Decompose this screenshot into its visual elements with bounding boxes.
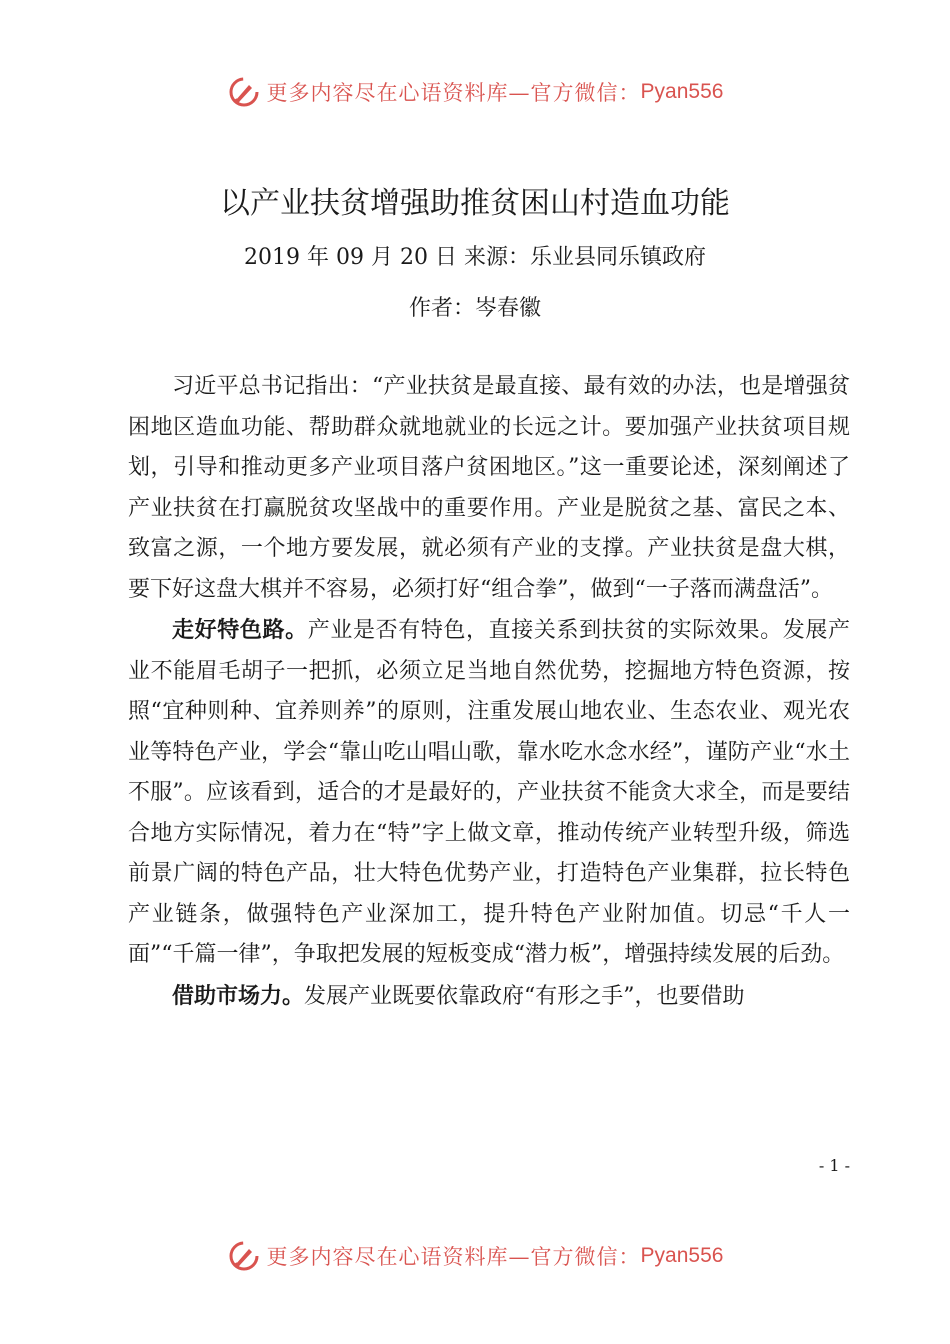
watermark-wechat-id: Pyan556 <box>640 80 724 103</box>
brush-logo-icon <box>227 75 261 109</box>
watermark-text: 更多内容尽在心语资料库—官方微信： <box>266 81 641 105</box>
watermark-footer <box>0 1236 950 1276</box>
page-number: - 1 - <box>818 1156 850 1175</box>
paragraph-1-text: 习近平总书记指出：“产业扶贫是最直接、最有效的办法，也是增强贫困地区造血功能、帮助群众就地就业的长远之计。要加强产业扶贫项目规划，引导和推动更多产业项目落户贫困地区。”这一重要论述，深刻阐述了产业扶贫在打赢脱贫攻坚战中的重要作用。产业是脱贫之基、富民之本、致富之源，一个地方要发展，就必须有产业的支撑。产业扶贫是盘大棋，要下好这盘大棋并不容易，必须打好“组合拳”，做到“一子落而满盘活”。 <box>128 374 850 602</box>
watermark-wechat-id: Pyan556 <box>640 1244 724 1267</box>
paragraph-3 <box>128 976 850 1018</box>
paragraph-1 <box>128 367 850 610</box>
paragraph-3-heading: 借助市场力。 <box>172 982 305 1008</box>
article-date-source: 2019 年 09 月 20 日 来源：乐业县同乐镇政府 <box>244 245 706 270</box>
paragraph-2-text: 产业是否有特色，直接关系到扶贫的实际效果。发展产业不能眉毛胡子一把抓，必须立足当地自然优势，挖掘地方特色资源，按照“宜种则种、宜养则养”的原则，注重发展山地农业、生态农业、观光农业等特色产业，学会“靠山吃山唱山歌，靠水吃水念水经”，谨防产业“水土不服”。应该看到，适合的才是最好的，产业扶贫不能贪大求全，而是要结合地方实际情况，着力在“特”字上做文章，推动传统产业转型升级，筛选前景广阔的特色产品，壮大特色优势产业，打造特色产业集群，拉长特色产业链条，做强特色产业深加工，提升特色产业附加值。切忌“千人一面”“千篇一律”，争取把发展的短板变成“潜力板”，增强持续发展的后劲。 <box>128 618 850 967</box>
watermark-text: 更多内容尽在心语资料库—官方微信： <box>266 1245 641 1269</box>
paragraph-3-text: 发展产业既要依靠政府“有形之手”，也要借助 <box>304 983 745 1009</box>
paragraph-2 <box>128 610 850 976</box>
article-body <box>128 367 850 1017</box>
paragraph-2-heading: 走好特色路。 <box>172 617 308 642</box>
watermark-header <box>0 72 950 112</box>
article-author: 作者：岑春徽 <box>408 296 541 321</box>
brush-logo-icon <box>227 1239 261 1273</box>
article-title: 以产业扶贫增强助推贫困山村造血功能 <box>220 186 730 221</box>
